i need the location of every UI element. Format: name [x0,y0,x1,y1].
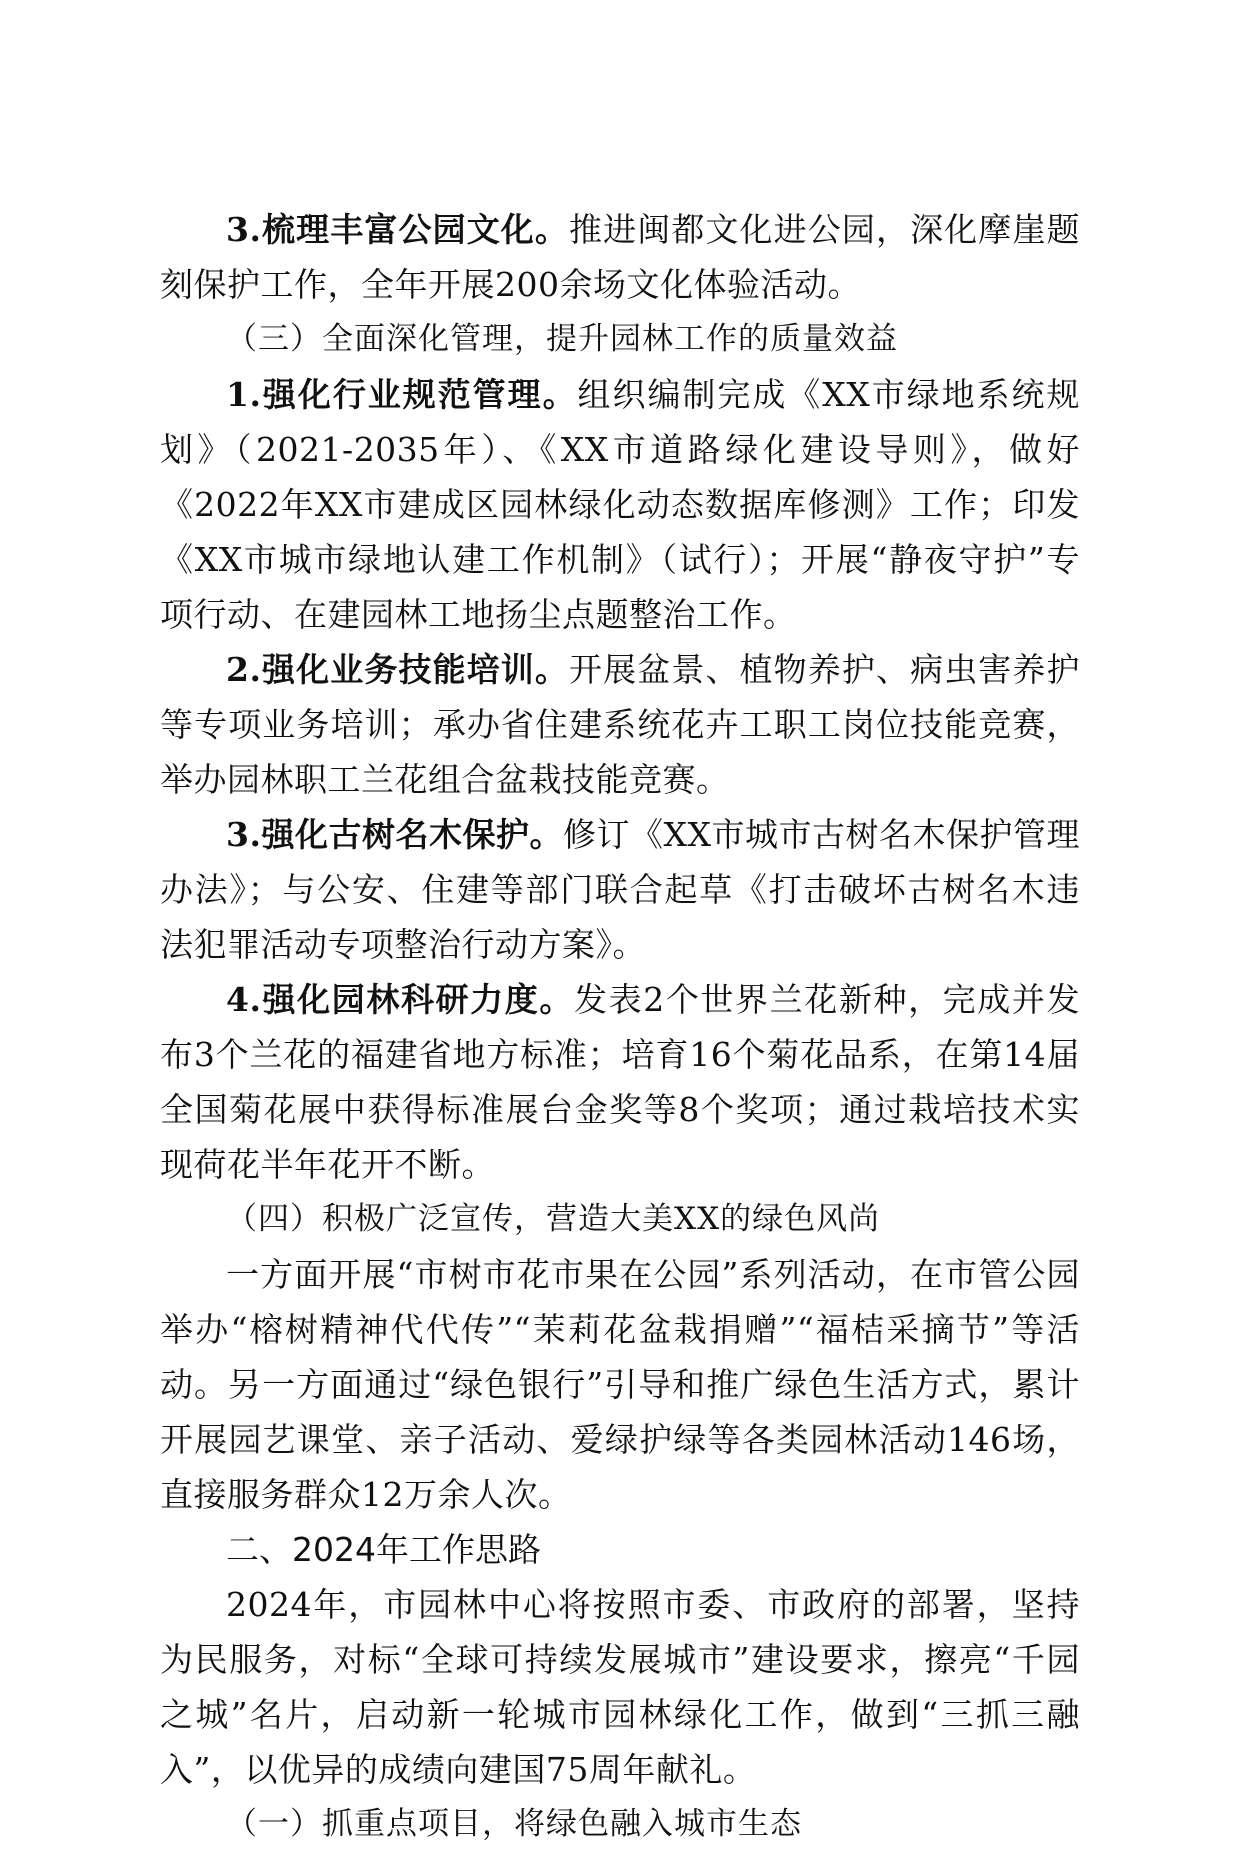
paragraph-body: 推进闽都文化进公园，深化摩崖题刻保护工作，全年开展200余场文化体验活动。 [160,210,1081,304]
paragraph-body: 组织编制完成《XX市绿地系统规划》（2021-2035年）、《XX市道路绿化建设导则》，做好《2022年XX市建成区园林绿化动态数据库修测》工作；印发《XX市城市绿地认建工作机制》（试行）；开展“静夜守护”专项行动、在建园林工地扬尘点题整治工作。 [160,375,1080,634]
paragraph-ancient-trees [160,807,1080,972]
subheading-publicity: （四）积极广泛宣传，营造大美XX的绿色风尚 [226,1201,881,1237]
paragraph-green-activities: 一方面开展“市树市花市果在公园”系列活动，在市管公园举办“榕树精神代代传”“茉莉花盆栽捐赠”“福桔采摘节”等活动。另一方面通过“绿色银行”引导和推广绿色生活方式，累计开展园艺课堂、亲子活动、爱绿护绿等各类园林活动146场，直接服务群众12万余人次。 [160,1255,1080,1514]
paragraph-park-culture [160,202,1080,312]
paragraph-body: 发表2个世界兰花新种，完成并发布3个兰花的福建省地方标准；培育16个菊花品系，在第14届全国菊花展中获得标准展台金奖等8个奖项；通过栽培技术实现荷花半年花开不断。 [160,980,1080,1184]
paragraph-lead: 4.强化园林科研力度。 [226,980,575,1019]
paragraph-body: 修订《XX市城市古树名木保护管理办法》；与公安、住建等部门联合起草《打击破坏古树名木违法犯罪活动专项整治行动方案》。 [160,815,1080,964]
paragraph-2024-overview: 2024年，市园林中心将按照市委、市政府的部署，坚持为民服务，对标“全球可持续发展城市”建设要求，擦亮“千园之城”名片，启动新一轮城市园林绿化工作，做到“三抓三融入”，以优异的成绩向建国75周年献礼。 [160,1585,1080,1789]
subheading-management: （三）全面深化管理，提升园林工作的质量效益 [226,321,898,357]
paragraph-lead: 3.强化古树名木保护。 [226,815,563,854]
subheading-key-projects: （一）抓重点项目，将绿色融入城市生态 [226,1806,802,1842]
paragraph-lead: 1.强化行业规范管理。 [226,375,578,414]
document-page [160,202,1080,1852]
paragraph-research [160,972,1080,1192]
paragraph-body: 开展盆景、植物养护、病虫害养护等专项业务培训；承办省住建系统花卉工职工岗位技能竞赛，举办园林职工兰花组合盆栽技能竞赛。 [160,650,1081,799]
paragraph-skills-training [160,642,1080,807]
paragraph-lead: 3.梳理丰富公园文化。 [226,210,570,249]
paragraph-industry-regulation [160,367,1080,642]
section-title-2024-plan: 二、2024年工作思路 [226,1530,541,1569]
paragraph-lead: 2.强化业务技能培训。 [226,650,570,689]
